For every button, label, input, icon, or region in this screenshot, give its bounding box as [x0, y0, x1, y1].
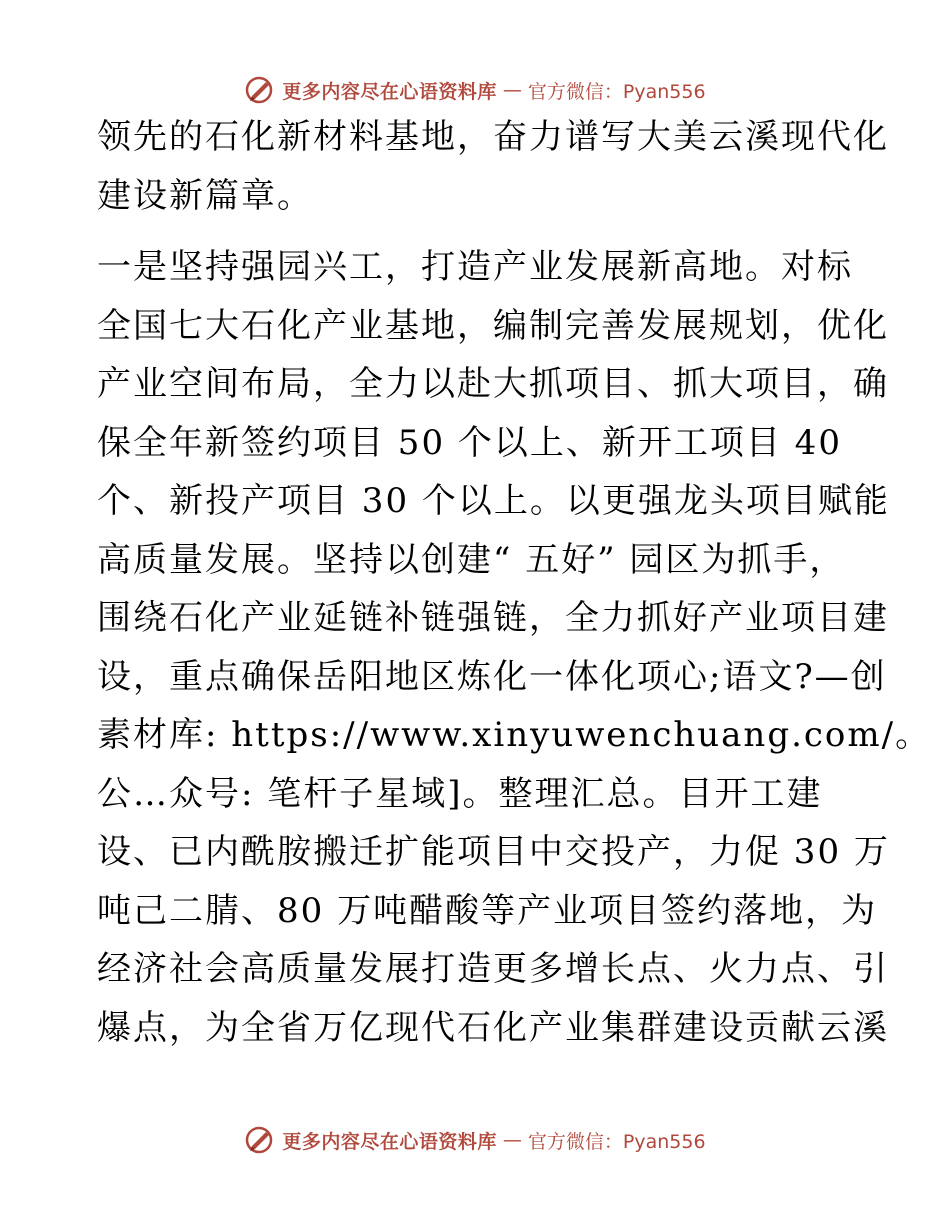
text-line: 公…众号: 笔杆子星域]。整理汇总。目开工建: [97, 773, 823, 814]
text-line: 全国七大石化产业基地，编制完善发展规划，优化: [97, 305, 889, 346]
text-line: 建设新篇章。: [97, 175, 313, 216]
text-line: 领先的石化新材料基地，奋力谱写大美云溪现代化: [97, 117, 889, 157]
text-line: 经济社会高质量发展打造更多增长点、火力点、引: [97, 949, 889, 989]
text-line: 围绕石化产业延链补链强链，全力抓好产业项目建: [97, 598, 889, 638]
header-banner: [0, 70, 950, 110]
pen-logo-icon: [244, 74, 276, 106]
banner-wechat: 官方微信：Pyan556: [527, 80, 706, 103]
banner-title: 更多内容尽在心语资料库: [282, 1130, 497, 1153]
text-line: 产业空间布局，全力以赴大抓项目、抓大项目，确: [97, 364, 889, 404]
text-line: 爆点，为全省万亿现代石化产业集群建设贡献云溪: [97, 1007, 889, 1048]
text-line: 个、新投产项目 30 个以上。以更强龙头项目赋能: [97, 481, 890, 521]
banner-wechat: 官方微信：Pyan556: [527, 1130, 706, 1153]
text-line: 设，重点确保岳阳地区炼化一体化项心;语文?—创: [97, 656, 887, 697]
text-line: 设、已内酰胺搬迁扩能项目中交投产，力促 30 万: [97, 832, 890, 872]
footer-banner: [0, 1120, 950, 1160]
banner-separator: —: [502, 79, 522, 101]
banner-separator: —: [502, 1129, 522, 1151]
text-line: 保全年新签约项目 50 个以上、新开工项目 40: [97, 422, 842, 463]
pen-logo-icon: [244, 1124, 276, 1156]
text-line: 素材库: https://www.xinyuwenchuang.com/。: [97, 715, 932, 755]
text-line: 吨己二腈、80 万吨醋酸等产业项目签约落地，为: [97, 890, 878, 931]
body-text: [97, 117, 932, 1066]
text-line: 一是坚持强园兴工，打造产业发展新高地。对标: [97, 247, 853, 287]
banner-title: 更多内容尽在心语资料库: [282, 80, 497, 103]
text-line: 高质量发展。坚持以创建“ 五好” 园区为抓手，: [97, 539, 846, 580]
